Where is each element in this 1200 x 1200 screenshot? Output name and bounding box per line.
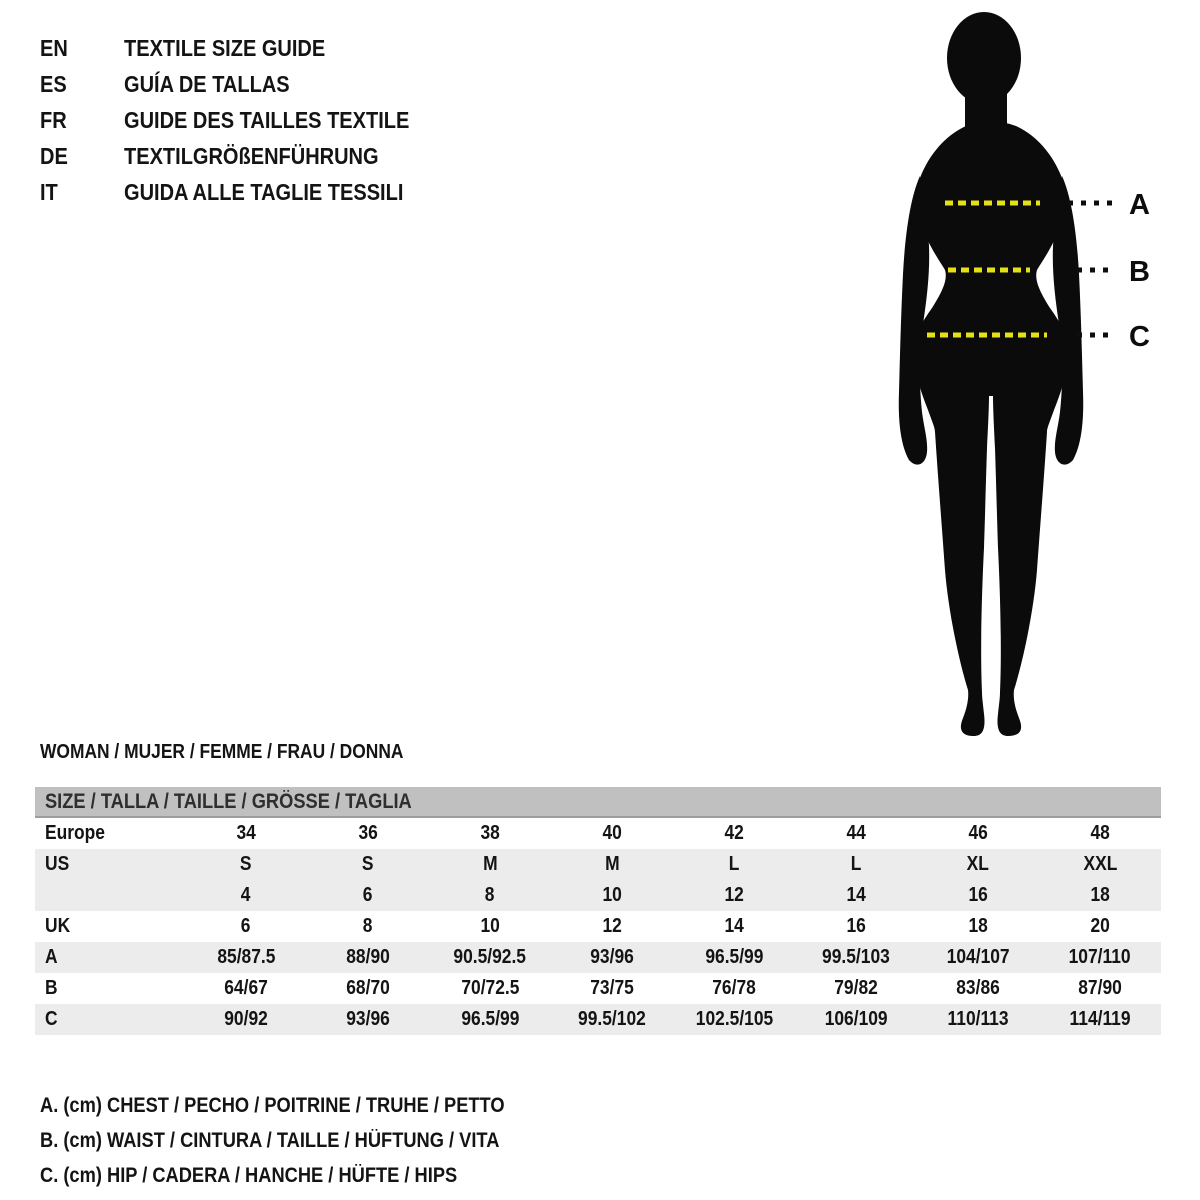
language-title: TEXTILE SIZE GUIDE (124, 35, 326, 61)
cell: 88/90 (346, 946, 390, 968)
cell: 79/82 (834, 977, 878, 999)
row-label: B (45, 977, 58, 999)
cell: XXL (1083, 853, 1117, 875)
cell: 93/96 (346, 1008, 390, 1030)
table-row-hip-c (35, 1004, 1161, 1035)
cell: S (362, 853, 374, 875)
cell: 18 (1090, 884, 1110, 906)
gender-heading: WOMAN / MUJER / FEMME / FRAU / DONNA (40, 741, 404, 763)
cell: S (240, 853, 252, 875)
language-row (40, 174, 452, 210)
cell: 10 (602, 884, 622, 906)
cell: 20 (1090, 915, 1110, 937)
cell: 40 (602, 822, 622, 844)
language-title: TEXTILGRÖßENFÜHRUNG (124, 143, 379, 169)
language-code: ES (40, 71, 67, 97)
cell: 90/92 (224, 1008, 268, 1030)
cell: 114/119 (1069, 1008, 1131, 1030)
legend-item-chest: A. (cm) CHEST / PECHO / POITRINE / TRUHE / PETTO (40, 1094, 505, 1117)
row-label: US (45, 853, 70, 875)
cell: 12 (724, 884, 744, 906)
chest-label: A (1129, 189, 1150, 221)
language-title: GUIDE DES TAILLES TEXTILE (124, 107, 410, 133)
cell: 83/86 (956, 977, 1000, 999)
cell: L (728, 853, 740, 875)
language-code: EN (40, 35, 68, 61)
cell: L (850, 853, 862, 875)
cell: 96.5/99 (460, 1008, 520, 1030)
cell: 85/87.5 (216, 946, 276, 968)
language-row (40, 66, 452, 102)
cell: 93/96 (590, 946, 634, 968)
cell: 42 (724, 822, 744, 844)
cell: 6 (241, 915, 251, 937)
cell: 38 (480, 822, 500, 844)
row-label: C (45, 1008, 58, 1030)
cell: 102.5/105 (695, 1008, 773, 1030)
cell: 110/113 (947, 1008, 1009, 1030)
language-code: IT (40, 179, 58, 205)
cell: 44 (846, 822, 866, 844)
cell: 87/90 (1078, 977, 1122, 999)
measurement-legend (40, 1088, 574, 1193)
cell: 48 (1090, 822, 1110, 844)
cell: 96.5/99 (704, 946, 764, 968)
cell: 76/78 (712, 977, 756, 999)
cell: 90.5/92.5 (453, 946, 527, 968)
cell: 18 (968, 915, 988, 937)
woman-silhouette-figure (870, 8, 1190, 738)
size-table-header: SIZE / TALLA / TAILLE / GRÖSSE / TAGLIA (35, 787, 1161, 818)
language-row (40, 30, 452, 66)
row-label: UK (45, 915, 71, 937)
language-row (40, 138, 452, 174)
cell: M (482, 853, 498, 875)
table-row-chest-a (35, 942, 1161, 973)
table-row-europe (35, 818, 1161, 849)
cell: 64/67 (224, 977, 268, 999)
hip-label: C (1129, 321, 1150, 353)
cell: 107/110 (1069, 946, 1131, 968)
cell: 6 (363, 884, 373, 906)
row-label: A (45, 946, 58, 968)
language-row (40, 102, 452, 138)
row-label: Europe (45, 822, 105, 844)
legend-item-hip: C. (cm) HIP / CADERA / HANCHE / HÜFTE / HIPS (40, 1164, 458, 1187)
cell: 14 (724, 915, 744, 937)
cell: 73/75 (590, 977, 634, 999)
cell: XL (966, 853, 990, 875)
cell: 16 (968, 884, 988, 906)
cell: 46 (968, 822, 988, 844)
size-table (35, 787, 1161, 1035)
table-row-us-letters (35, 849, 1161, 880)
cell: 16 (846, 915, 866, 937)
waist-label: B (1129, 256, 1150, 288)
table-row-us-numbers (35, 880, 1161, 911)
cell: 70/72.5 (460, 977, 520, 999)
body-shape (914, 122, 1068, 737)
legend-item-waist: B. (cm) WAIST / CINTURA / TAILLE / HÜFTUNG / VITA (40, 1129, 500, 1152)
cell: 8 (363, 915, 373, 937)
cell: 106/109 (824, 1008, 888, 1030)
language-code: DE (40, 143, 68, 169)
cell: 99.5/102 (578, 1008, 646, 1030)
cell: M (604, 853, 620, 875)
cell: 104/107 (946, 946, 1010, 968)
cell: 14 (846, 884, 866, 906)
language-title: GUÍA DE TALLAS (124, 71, 291, 97)
cell: 10 (480, 915, 500, 937)
cell: 8 (485, 884, 495, 906)
language-code: FR (40, 107, 67, 133)
language-title-block (40, 30, 452, 210)
language-title: GUIDA ALLE TAGLIE TESSILI (124, 179, 404, 205)
table-row-waist-b (35, 973, 1161, 1004)
cell: 12 (602, 915, 622, 937)
table-row-uk (35, 911, 1161, 942)
woman-silhouette-svg (870, 8, 1190, 738)
cell: 4 (241, 884, 251, 906)
cell: 36 (358, 822, 378, 844)
cell: 68/70 (346, 977, 390, 999)
cell: 99.5/103 (822, 946, 890, 968)
cell: 34 (236, 822, 256, 844)
